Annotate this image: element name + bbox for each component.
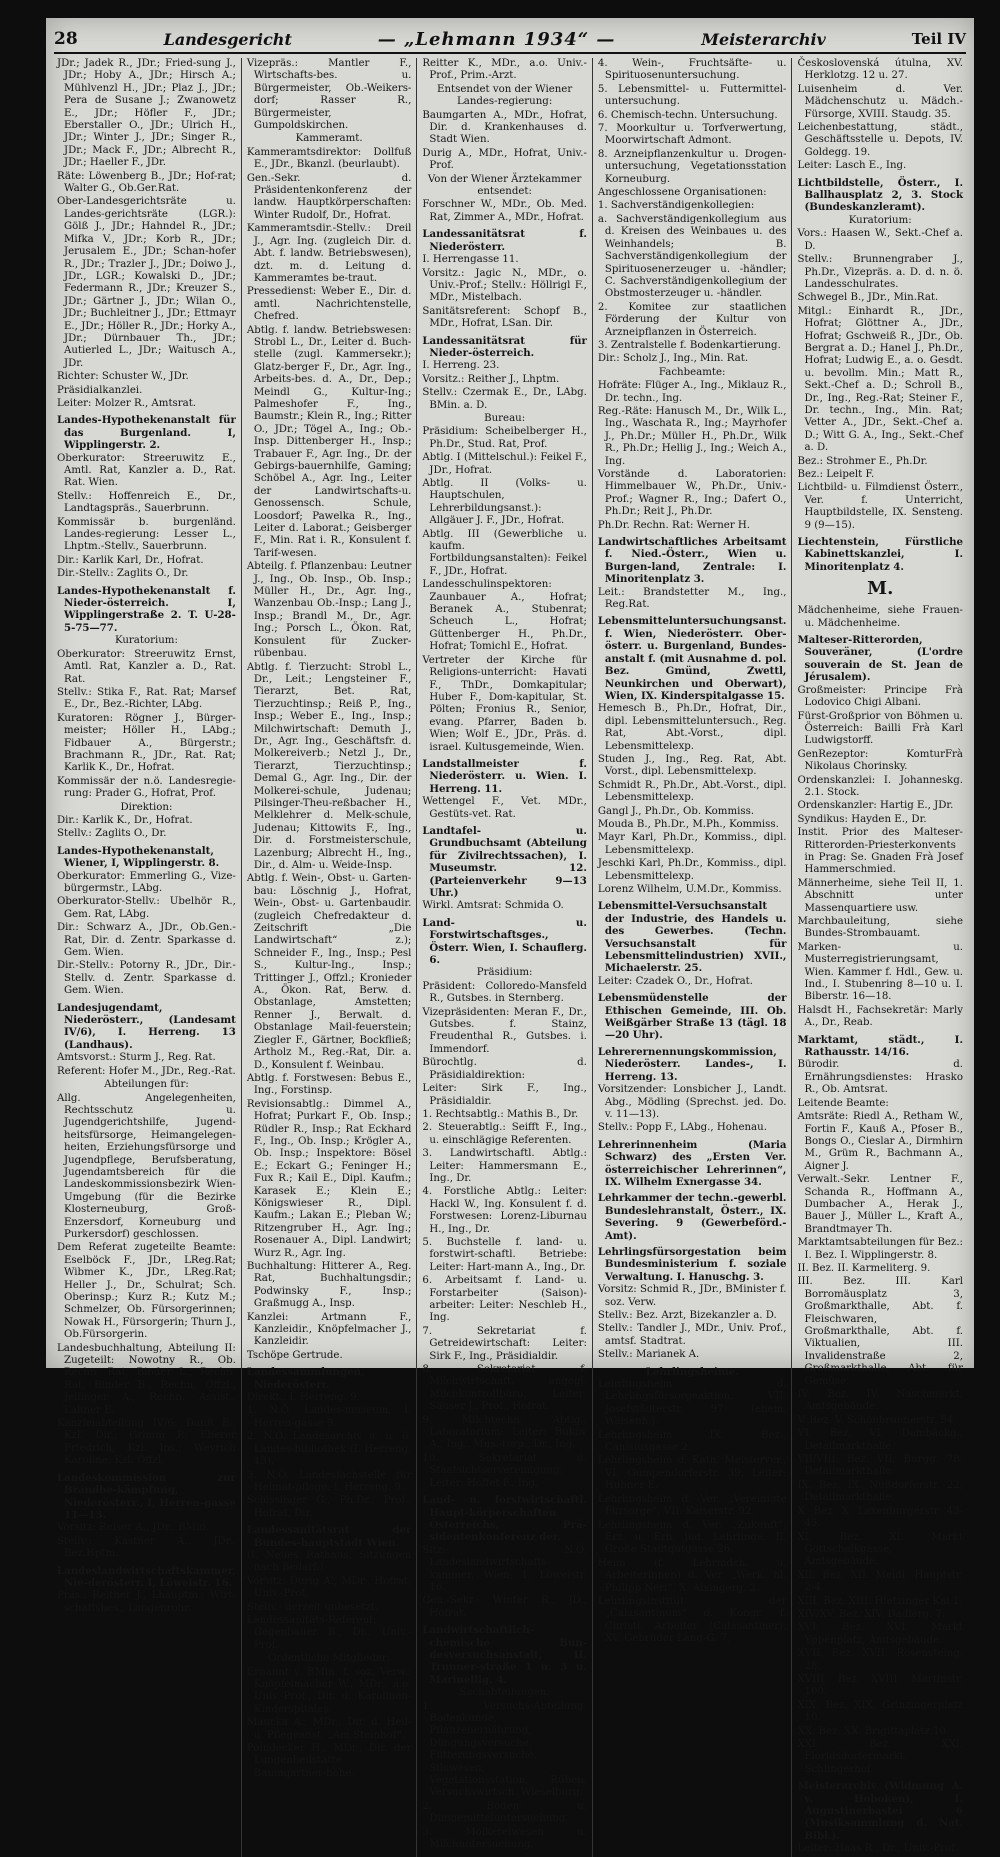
entry-text: Kuratoren: Rögner J., Bürger-meister; Höller H., LAbg.; Fidbauer A., Bürgerstr.; Brachmann R., JDr., Rat. Rat; Karlik K., Dr., Hofrat. (57, 712, 236, 774)
entry-text: Räte: Löwenberg B., JDr.; Hof-rat; Walter G., Ob.Ger.Rat. (57, 170, 236, 195)
entry-heading: Landwirtschaftliches Arbeitsamt f. Nied.-Österr., Wien u. Burgen-land, Zentrale: I. Minoritenplatz 3. (597, 536, 787, 586)
entry-text: Allg. Angelegenheiten, Rechtsschutz u. Jugendgerichtshilfe, Jugend-heitsfürsorge, Heimangelegen-heiten, Erziehungsfürsorge und Jugendpflege, Berufsberatung, Jugendamtsbereich für die Landeskommissionsbezirk Wien-Umgebung (für die Bezirke Klosterneuburg, Groß-Enzersdorf, Korneuburg und Purkersdorf) geschlossen. (57, 1092, 236, 1240)
entry-text: Abtlg. II (Volks- u. Hauptschulen, Lehrerbildungsanst.): Allgäuer J. F., JDr., Hofrat. (422, 478, 587, 527)
entry-text: Verwalt.-Sekr. Lentner F., Schanda R., Hoffmann A., Dumbacher A., Herak J., Bauer J., Müller L., Kraft A., Brandtmayer Th. (797, 1174, 963, 1235)
entry-heading: Landes-Hypothekenanstalt, Wiener, I, Wipplingerstr. 8. (57, 844, 220, 870)
entry-text: Leiter: Sirk F., Ing., Präsidialdir. (422, 1083, 587, 1107)
entry-text: Entsendet von der Wiener Landes-regierung: (437, 83, 573, 108)
page-header (54, 26, 966, 54)
entry-text: II. Bez. II. Karmeliterg. 9. (797, 1262, 931, 1274)
entry-heading: Meisterarchiv (Widmung A. v. Hoboken), I. Augustinerbastei 6 (Musiksammlung d. Nat. Bibl.). (797, 1780, 963, 1842)
entry-heading: Malteser-Ritterorden, Souveräner, (L'ordre souverain de St. Jean de Jérusalem). (797, 634, 963, 684)
entry-text: Stellv.: Zaglits O., Dr. (57, 828, 167, 840)
entry-text: XI. Bez. XI. Markt Gottschalkgasse, Amtsgebäude. (797, 1531, 963, 1568)
entry-text: VI. Bez. VI. Dambäckg., Detailmarkthalle. (797, 1428, 963, 1452)
entry-heading: Lebensmitteluntersuchungsanst. f. Wien, Niederösterr. Ober-österr. u. Burgenland, Bundes-anstalt f. (mit Ausnahme d. pol. Bez. Gmünd, Zwettl, Neunkirchen und Oberwart), Wien, IX. Kinderspitalgasse 15. (597, 615, 787, 702)
entry-text: Präs.: Reither J., Lhauptm., Wirt-schaftsbes., Langenrohr. (57, 1590, 236, 1614)
entry-text: Dir.-Stellv.: Potorny R., JDr., Dir.-Stellv. d. Zentr. Sparkasse d. Gem. Wien. (57, 960, 236, 997)
entry-text: Lorenz Wilhelm, U.M.Dr., Kommiss. (597, 884, 782, 895)
entry-heading: Landes-Hypothekenanstalt für das Burgenland. I, Wipplingerstr. 2. (57, 414, 236, 452)
entry-text: a. Sachverständigenkollegium aus d. Kreisen des Weinbaues u. des Weinhandels; B. Sachverständigenkollegium der Spirituosenerzeuger u. -händler; C. Sachverständigenkollegium der Obstmosterzeuger u. -händler. (597, 213, 787, 300)
entry-text: 2. Boden- u. Düngemitteluntersuchung. (422, 1800, 587, 1825)
entry-text: Referent: Hofer M., JDr., Reg.-Rat. (57, 1065, 236, 1077)
entry-text: Oberkurator-Stellv.: Ubelhör R., Gem. Rat, LAbg. (57, 896, 236, 920)
entry-text: I. Herreng. 23. (422, 360, 500, 372)
entry-text: Angeschlossene Organisationen: (597, 187, 767, 199)
entry-text: IX. Bez. IX. Nußdorferstr. 22, Detailmarkthalle. (797, 1479, 963, 1504)
entry-text: Fürst-Großprior von Böhmen u. Österreich: Bailli Frà Karl Ludwigstorff. (797, 710, 963, 747)
entry-heading: Lehrerinnenheim (Maria Schwarz) des „Ersten Ver. österreichischer Lehrerinnen“, IX. Wilhelm Exnergasse 34. (597, 1138, 787, 1188)
entry-text: XXI. Bez. XXI. Floridsdorfermarkt, Schlingerhof. (797, 1739, 963, 1775)
entry-text: Stellv.: Brunnengraber J., Ph.Dr., Vizepräs. a. D. d. n. ö. Landesschulrates. (797, 254, 963, 290)
entry-text: Hofräte: Flüger A., Ing., Miklauz R., Dr. techn., Ing. (597, 380, 787, 404)
entry-text: Gangl J., Ph.Dr., Ob. Kommiss. (597, 805, 755, 817)
entry-text: GenRezeptor: KomturFrà Nikolaus Chorinsky. (797, 748, 963, 773)
entry-text: Marchbauleitung, siehe Bundes-Strombauamt. (797, 916, 963, 940)
entry-text: Stellv.: Czermak E., Dr., LAbg. BMin. a. D. (422, 387, 587, 411)
entry-text: 5. Lebensmittel- u. Futtermittel-untersuchung. (597, 83, 787, 108)
text-columns (52, 58, 968, 1855)
entry-text: 1. Sachverständigenkollegien: (597, 200, 755, 212)
entry-heading: Landes-Hypothekenanstalt f. Nieder-österreich. I, Wipplingerstraße 2. T. U-28-5-75—77. (57, 584, 236, 634)
entry-text: Ordenskanzlei: I. Johanneskg. 2.1. Stock. (797, 774, 963, 798)
entry-text: Mädchenheime, siehe Frauen- u. Mädchenheime. (797, 605, 963, 629)
entry-heading: Lichtbildstelle, Österr., I. Ballhausplatz 2, 3. Stock (Bundeskanzleramt). (797, 176, 963, 214)
entry-text: Forschner W., MDr., Ob. Med. Rat, Zimmer A., MDr., Hofrat. (422, 199, 587, 223)
entry-heading: Landtafel- u. Grundbuchsamt (Abteilung für Zivilrechtssachen), I. Museumstr. 12. (Parteienverkehr 9—13 Uhr.) (422, 824, 587, 899)
entry-text: Instit. Prior des Malteser-Ritterorden-Priesterkonvents in Prag: Se. Gnaden Frà Josef Hammerschmied. (797, 827, 963, 876)
entry-text: Vorstände d. Laboratorien: Himmelbauer W., Ph.Dr., Univ.-Prof.; Wagner R., Ing.; Dafert O., Ph.Dr.; Reit J., Ph.Dr. (597, 469, 787, 518)
entry-text: 5. Buchstelle f. land- u. forstwirt-schaftl. Betriebe: Leiter: Hart-mann A., Ing., Dr. (422, 1236, 587, 1273)
entry-text: 4. Forstliche Abtlg.: Leiter: Hackl W., Ing. Konsulent f. d. Forstwesen: Lorenz-Liburnau H., Ing., Dr. (422, 1186, 587, 1235)
entry-text: Buchhaltung: Hitterer A., Reg. Rat, Buchhaltungsdir.; Podwinsky F., Insp.; Graßmugg A., Insp. (246, 1261, 412, 1310)
entry-text: X. Bez. X. Laxenburgerstr. 43-45. (797, 1505, 963, 1530)
entry-text: Präsident: Colloredo-Mansfeld R., Gutsbes. in Sternberg. (422, 980, 587, 1005)
entry-text: 8. Arzneipflanzenkultur u. Drogen-untersuchung, Vegetationsstation Korneuburg. (597, 148, 787, 185)
entry-text: XVIII. Bez. XVIII. Martinstr. 100. (797, 1673, 963, 1698)
entry-text: JDr.; Jadek R., JDr.; Fried-sung J., JDr.; Hoby A., JDr.; Hirsch A.; Mühlvenzl H., JDr.; Plaz J., JDr.; Pera de Susane J.; Zwanowetz E., JDr.; Höfler F., JDr.; Eberstaller O., JDr.; Ulrich H., JDr.; Winter J., JDr.; Singer R., JDr.; Mack F., JDr.; Albrecht R., JDr.; Haeller F., JDr. (57, 58, 236, 169)
entry-text: XVI. Bez. XVI. Markt Yppenplatz, Amtsgebäude. (797, 1622, 963, 1646)
entry-text: Ernannt v. BMin. f. soz. Verw.: Knöpfelmacher W., MDr., a.o. Univ.-Prof., Dir. d. Karolinen-Kinderspitales. (246, 1666, 412, 1715)
entry-text: I. Herrengasse 11. (422, 254, 519, 266)
entry-text: Schissinger G., Ph.Dr., Prof., Hofrat, Dir. (246, 1495, 412, 1519)
entry-heading: Lebensmittel-Versuchsanstalt der Industrie, des Handels u. des Gewerbes. (Techn. Versuchsanstalt für Lebensmittelindustrien) XVII., Michaelerstr. 25. (597, 900, 787, 975)
entry-text: Bez.: Leipelt F. (797, 469, 875, 480)
entry-text: Maucka A., MDr., Dir. d. Heil- u. Pflegeanst. „Am Steinhof“. (246, 1717, 412, 1741)
entry-heading: Land- u. forstwirtschaftl. Haupt-körperschaften Österreichs, Prä-sidentenkonferenz der. (422, 1494, 587, 1544)
entry-text: Stellv.: Stika F., Rat. Rat; Marsef E., Dr., Bez.-Richter, LAbg. (57, 686, 236, 711)
entry-text: Amtsräte: Riedl A., Retham W., Fortin F., Kauß A., Pfoser B., Bongs O., Cieslar A., Dirmhirn M., Grüm R., Bachmann A., Aigner J. (797, 1111, 963, 1172)
entry-text: Poindecker H., MDr., Dir. der Lungenheilstätte Baumgartner-höhe. (246, 1743, 412, 1779)
entry-text: Stellv.: derzeit unbesetzt. (246, 1601, 379, 1613)
entry-text: Schmidt R., Ph.Dr., Abt.-Vorst., dipl. Lebensmittelexp. (597, 779, 787, 804)
entry-text: Dir.: Scholz J., Ing., Min. Rat. (597, 353, 749, 365)
entry-heading: Land- u. Forstwirtschaftsges., Österr. Wien, I. Schauflerg. 6. (422, 916, 587, 967)
entry-text: Kanzleiabteilung IV/6: Dauß E., Kzl. Dir.; Grimm P., Eberer Friedrich, Kzl. Ins.; Weyrich Karoline, Kzl. Offzl. (57, 1418, 236, 1467)
entry-text: Sitz: N.Ö. Landeslandwirtschafts-kammer, Wien, I. Löwelstr. 16. (422, 1544, 587, 1593)
entry-text: Leiter: Lasch E., Ing. (797, 160, 907, 172)
entry-text: Kommissär b. burgenländ. Landes-regierung: Lesser L., Lhptm.-Stellv., Sauerbrunn. (57, 516, 236, 553)
entry-text: XIV/XV. Bez. XIV. Dadlerg. 7. (797, 1608, 946, 1620)
entry-text: Leit.: Brandstetter M., Ing., Reg.Rat. (597, 586, 787, 611)
header-right-title: Meisterarchiv (701, 29, 826, 49)
page-number: 28 (54, 29, 78, 49)
entry-text: 6. Arbeitsamt f. Land- u. Forstarbeiter (Saison)-arbeiter: Leiter: Neschleb H., Ing. (422, 1275, 587, 1324)
entry-text: Revisionsabtlg.: Dimmel A., Hofrat; Purkart F., Ob. Insp.; Rüdler R., Insp.; Rat Eckhard F., Ing., Ob. Insp.; Krögler A., Ob. Insp.; Inspektore: Bösel E.; Eckart G.; Feninger H.; Fux R.; Kail E., Dipl. Kaufm.; Karasek E.; Klein E.; Königswieser R., Dipl. Kaufm.; Lakan E.; Pleban W.; Ritzengruber H., Agr. Ing.; Rosenauer A., Dipl. Landwirt; Wurz R., Agr. Ing. (246, 1098, 412, 1259)
entry-text: Mouda B., Ph.Dr., M.Ph., Kommiss. (597, 818, 779, 830)
entry-text: Vorsitz: Schmid R., JDr., BMinister f. soz. Verw. (597, 1284, 787, 1308)
entry-text: Stellv.: Marianek A. (597, 1349, 700, 1361)
entry-text: Jeschki Karl, Ph.Dr., Kommiss., dipl. Lebensmittelexp. (597, 858, 787, 882)
entry-text: Wirkl. Amtsrat: Schmida O. (422, 900, 564, 912)
entry-text: Leitende Beamte: (797, 1097, 889, 1109)
entry-text: Abtlg. f. Tierzucht: Strobl L., Dr., Leit.; Lengsteiner F., Tierarzt, Bet. Rat, Tierzuchtinsp.; Reiß P., Ing., Insp.; Weber E., Ing., Insp.; Milchwirtschaft: Demuth J., Dr., Agr. Ing., Geschäftsfr. d. Molkereiverb.; Netzl J., Dr., Tierarzt, Tierzuchtinsp.; Demal G., Agr. Ing., Dir. der Molkerei-schule, Judenau; Pilsinger-Theu-reßbacher H., Melklehrer d. Melk-schule, Judenau; Kittowits F., Ing., Dir. d. Forstmeisterschule, Lazenburg; Albrecht H., Ing., Dir., d. Alm- u. Weide-Insp. (246, 661, 412, 871)
entry-text: Präsidialkanzlei. (57, 384, 143, 396)
column-3 (417, 58, 593, 1857)
entry-text: Großmeister: Principe Frà Lodovico Chigi Albani. (797, 684, 963, 709)
entry-text: Amtsvorst.: Sturm J., Reg. Rat. (57, 1052, 216, 1064)
entry-text: Direkt.: I. Herreng. 9. (246, 1392, 360, 1404)
entry-heading: Landessanitätsrat der Bundes-hauptstadt Wien. (246, 1524, 412, 1549)
entry-heading: Landessanitätsrat für Nieder-österreich. (422, 334, 587, 359)
entry-text: Stellv.: Bez. Arzt, Bizekanzler a. D. (597, 1310, 777, 1321)
entry-heading: Landeskommission zur Brandbe-kämpfung, Niederösterr., I, Herren-gasse 11—13. (57, 1471, 236, 1521)
entry-heading: Marktamt, städt., I. Rathausstr. 14/16. (797, 1033, 963, 1059)
entry-text: Dir.-Stellv.: Zaglits O., Dr. (57, 568, 189, 580)
entry-text: IV. Bez. IV. Naschmarkt, Amtsgebäude. (797, 1389, 963, 1413)
entry-text: 10. Sekretariat d. Staatsichtservereinigung: Leiter: Hoffet F., Ing. (422, 1452, 587, 1489)
entry-text: Präsidium: (476, 967, 533, 979)
entry-text: VII/VIII. Bez. VII. Burgg. 78, Detailmarkthalle. (797, 1454, 963, 1478)
entry-text: Vorsitz.: Reither J., Lhptm. (422, 373, 560, 385)
entry-text: Lichtbild- u. Filmdienst Österr., Ver. f. Unterricht, Hauptbildstelle, IX. Sensteng. 9 (9—15). (797, 482, 963, 531)
entry-text: Leiter: Haas R., Dr., Univ.-Prof. (797, 1843, 958, 1855)
entry-text: Männerheime, siehe Teil II, 1. Abschnitt unter Massenquartiere usw. (797, 877, 963, 914)
entry-text: Marktamtsabteilungen für Bez.: I. Bez. I. Wipplingerstr. 8. (797, 1237, 963, 1261)
entry-text: XII. Bez. XII. Meidl. Hauptstr. 2-4. (797, 1569, 963, 1594)
entry-text: Kuratorium: (114, 635, 178, 647)
entry-text: Kammeramtsdirektor: Dollfuß E., JDr., Bkanzl. (beurlaubt). (246, 146, 412, 171)
entry-text: 7. Moorkultur u. Torfverwertung, Moorwirtschaft Admont. (597, 123, 787, 147)
entry-text: Durig A., MDr., Hofrat, Univ.-Prof. (422, 147, 587, 172)
entry-text: Ober-Landesgerichtsräte u. Landes-gerichtsräte (LGR.): Gölß J., JDr.; Hahndel R., JDr.; Mifka V., JDr.; Korb R., JDr.; Jerusalem E., JDr.; Schan-hofer R., JDr.; Trazler J., JDr.; Doiwo J., JDr., LGR.; Kowalski D., JDr.; Federmann R., JDr.; Kreuzer S., JDr.; Gärtner J., JDr.; Wilan O., JDr.; Buchleitner J., JDr.; Ettmayr E., JDr.; Höller R., JDr.; Horky A., JDr.; Dürnbauer Th., JDr.; Autierled L., JDr.; Waitusch A., JDr. (57, 196, 236, 369)
entry-text: 3. Zentralstelle f. Bodenkartierung. (597, 339, 781, 351)
entry-text: Marken- u. Musterregistrierungsamt, Wien. Kammer f. Hdl., Gew. u. Ind., I. Stubenring 8—10 u. I. Biberstr. 16—18. (797, 941, 963, 1003)
entry-heading: Lehrkammer der techn.-gewerbl. Bundeslehranstalt, Österr., IX. Severing. 9 (Gewerbeförd.-Amt). (597, 1192, 787, 1242)
column-1 (52, 58, 242, 1857)
entry-text: Lehrlingsheim d. Ver. „Vereinigte Fürsorge“, VII. Kaiserstr. 92. (597, 1493, 787, 1518)
entry-heading: Landeslandwirtschaftskammer, Nie-derösterr. I, Löwelstr. 16. (57, 1564, 236, 1589)
entry-text: Baumgarten A., MDr., Hofrat, Dir. d. Krankenhauses d. Stadt Wien. (422, 109, 587, 146)
entry-text: III. Bez. III. Karl Borromäusplatz 3, Großmarkthalle, Abt. f. Fleischwaren, Großmarkthalle, Abt. f. Viktualien, III. Invalidenstraße 2, Großmarkthalle, Abt. für Gemüse. (797, 1276, 963, 1387)
column-4 (593, 58, 793, 1857)
entry-heading: Liechtenstein, Fürstliche Kabinettskanzlei, I. Minoritenplatz 4. (797, 536, 963, 573)
entry-text: Abtlg. f. Forstwesen: Bebus E., Ing., Forstinsp. (246, 1072, 412, 1097)
entry-text: Hemesch B., Ph.Dr., Hofrat, Dir., dipl. Lebensmitteluntersuch., Reg. Rat, Abt.-Vorst., dipl. Lebensmittelexp. (597, 703, 787, 752)
entry-heading: Lehrlingsheime. (645, 1365, 739, 1378)
entry-text: Kuratorium: (848, 214, 912, 226)
column-2 (242, 58, 418, 1857)
entry-heading: Landesjugendamt, Niederösterr., (Landesamt IV/6), I. Herreng. 13 (Landhaus). (57, 1001, 236, 1051)
entry-text: (I. Neues Rathaus, Sitzungen nach Bedarf.) (246, 1549, 412, 1574)
entry-text: Mitgl.: Einhardt R., JDr., Hofrat; Glöttner A., JDr., Hofrat; Gschweiß R., JDr., Ob. Bergrat a. D.; Hanel J., Ph.Dr., Hofrat; Ludwig E., a. o. Gesdt. u. bevollm. Min.; Matt R., Sekt.-Chef a. D.; Schroll B., Dr., Ing., Reg.-Rat; Steiner F., Dr. techn., Ing., Min. Rat; Vetter A., JDr., Sekt.-Chef a. D.; Witt G. A., Ing., Sekt.-Chef a. D. (797, 305, 963, 454)
entry-text: Von der Wiener Ärztekammer entsendet: (427, 173, 582, 198)
entry-text: Vors.: Haasen W., Sekt.-Chef a. D. (797, 228, 963, 252)
entry-text: Kammeramtsdir.-Stellv.: Dreil J., Agr. Ing. (zugleich Dir. d. Abt. f. landw. Betriebswesen), dzt. m. d. Leitung d. Kammeramtes be-traut. (246, 223, 412, 284)
entry-text: XX. Bez. XX. Brigittaplatz 10. (797, 1725, 950, 1737)
entry-text: Tschöpe Gertrude. (246, 1349, 343, 1361)
header-center-title: — „Lehmann 1934“ — (377, 28, 616, 50)
entry-text: M. (867, 578, 894, 600)
entry-text: Landesbuchhaltung, Abteilung II: Zugeteilt: Nowotny R., Ob. Rechn. Rat, Binder L., Rechn. Rat, Binder B., Rechn. Offzl., Jellinger A., Rechn. Assist., Lahner E. (57, 1342, 236, 1416)
entry-text: Pressedienst: Weber E., Dir. d. amtl. Nachrichtenstelle, Chefred. (246, 286, 412, 323)
entry-text: Abteilg. f. Pflanzenbau: Leutner J., Ing., Ob. Insp., Ob. Insp.; Müller H., Dr., Agr. Ing., Wanzenbau Ob.-Insp.; Lang J., Insp.; Brandl M., Dr., Agr. Ing.; Porsch L., Ökon. Rat, Konsulent für Zucker-rübenbau. (246, 561, 412, 660)
entry-text: Bürodir. d. Ernährungsdienstes: Hrasko R., Ob. Amtsrat. (797, 1059, 963, 1096)
entry-text: Stellv.: Popp F., LAbg., Hohenau. (597, 1122, 767, 1134)
entry-text: Fachbeamte: (658, 366, 726, 378)
entry-text: Sachabteilungen: (459, 1687, 550, 1699)
entry-text: Landessanitäts-Referent: Gegenbauer B., Dr., Univ.-Prof. (246, 1614, 412, 1651)
entry-text: Stellv.: Kastner A., JDr., Bez.Hptm. (57, 1535, 236, 1560)
entry-heading: Landwirtschaftlich-chemische Bun-desversuchsanstalt, II. Trunner-straße 1 u. 3 u. Marinellig. 4. (422, 1624, 587, 1686)
entry-text: Dem Referat zugeteilte Beamte: Eselböck F., JDr., LReg.Rat; Wibmer K., JDr., LReg.Rat; Heller J., Dr., Schulrat; Sch. Oberinsp.; Kurz R.; Kutz M.; Schmelzer, Ob. Fürsorgerinnen; Nowak H., Fürsorgerin; Thurn J., Ob.Fürsorgerin. (57, 1242, 236, 1341)
entry-text: Stellv.: Hoffenreich E., Dr., Landtagspräs., Sauerbrunn. (57, 490, 236, 515)
entry-text: Lehrlingsheim d. Lehrlingsfürsorgeaktion, VII. Josefstädterstr. 97 (ehem. Waisenh.). (597, 1379, 787, 1428)
entry-text: Kammeramt. (295, 133, 363, 145)
entry-text: Richter: Schuster W., JDr. (57, 371, 189, 383)
entry-text: Oberkurator: Streeruwitz Ernst, Amtl. Rat, Kanzler a. D., Rat. Rat. (57, 648, 236, 685)
entry-heading: Lehrlingsfürsorgestation beim Bundesministerium f. soziale Verwaltung. I. Hanuschg. 3. (597, 1245, 787, 1283)
entry-text: Vizepräsidenten: Meran F., Dr., Gutsbes. f. Stainz, Freudenthal R., Gutsbes. i. Immendorf. (422, 1006, 587, 1055)
entry-text: Kommissär der n.ö. Landesregie-rung: Prader G., Hofrat, Prof. (57, 775, 236, 800)
entry-text: 6. Chemisch-techn. Untersuchung. (597, 109, 778, 121)
entry-text: Lehrlingsheim d. Ver. „Zukunft“, Erz. u. Erh. jüd. Lehrlinge, II. Große Stadtgutgasse 26. (597, 1519, 787, 1556)
entry-heading: Lebensmüdenstelle der Ethischen Gemeinde, III. Ob. Weißgärber Straße 13 (tägl. 18—20 Uhr). (597, 992, 787, 1042)
entry-text: Abtlg. III (Gewerbliche u. kaufm. Fortbildungsanstalten): Feikel F., JDr., Hofrat. (422, 528, 587, 577)
entry-text: Leiter: Molzer R., Amtsrat. (57, 397, 197, 409)
entry-text: Ordenskanzler: Hartig E., JDr. (797, 800, 954, 812)
entry-text: 1. Rechtsabtlg.: Mathis B., Dr. (422, 1108, 579, 1120)
entry-heading: Landessanitätsrat f. Niederösterr. (422, 228, 587, 253)
entry-text: Lehrlingsheim d. Kath. Meisterver., VI. Gumpendorferstr. 39, Leiter: Hubner E. (597, 1455, 787, 1492)
entry-text: XIII. Bez. XIII. Hietzinger Kai 1. (797, 1595, 963, 1607)
entry-text: Oberkurator: Emmerling G., Vize-bürgermstr., LAbg. (57, 870, 236, 894)
entry-text: Landesschulinspektoren: Zaunbauer A., Hofrat; Beranek A., Stubenrat; Scheuch L., Hofrat; Güttenberger H., Ph.Dr., Hofrat; Tomichl E., Hofrat. (422, 579, 587, 653)
entry-text: XIX. Bez. XIX. Grinzingerplatz 10. (797, 1699, 963, 1724)
entry-text: 8. Sekretariat f. Milchwirtschaft, angegl. Milchkontrollbüro. Leiter: Säuser J., Prof., Hofrat. (422, 1364, 587, 1413)
entry-text: Ph.Dr. Rechn. Rat: Werner H. (597, 519, 751, 531)
entry-text: Mayr Karl, Ph.Dr., Kommiss., dipl. Lebensmittelexp. (597, 832, 787, 856)
entry-text: Wettengel F., Vet. MDr., Gestüts-vet. Rat. (422, 796, 587, 820)
entry-text: Vorsitz: Reiser A., JDr., BMin. (57, 1522, 210, 1534)
entry-text: Sanitätsreferent: Schopf B., MDr., Hofrat, LSan. Dir. (422, 305, 587, 330)
entry-text: Lehrlingsheim IX. Bez., Canisiusgasse 2. (597, 1429, 787, 1454)
entry-text: Studen J., Ing., Reg. Rat, Abt. Vorst., dipl. Lebensmittelexp. (597, 753, 787, 778)
entry-text: Dir.: Karlik K., Dr., Hofrat. (57, 814, 193, 826)
entry-text: Reitter K., MDr., a.o. Univ.-Prof., Prim.-Arzt. (422, 58, 587, 82)
entry-text: Gen.-Sekr. d. Präsidentenkonferenz der landw. Hauptkörperschaften: Winter Rudolf, Dr., Hofrat. (246, 172, 412, 221)
entry-text: Schwegel B., JDr., Min.Rat. (797, 292, 939, 304)
entry-text: Vorsitz.: Jagic N., MDr., o. Univ.-Prof.; Stellv.: Höllrigl F., MDr., Mistelbach. (422, 267, 587, 304)
entry-text: Stellv.: Tandler J., MDr., Univ. Prof., amtsf. Stadtrat. (597, 1323, 787, 1347)
entry-text: V. Bez. V. Schönbrunnerstr. 54. (797, 1414, 957, 1426)
entry-text: Bureau: (484, 412, 526, 424)
entry-text: Vorsitz: Durig A., MDr., Hofrat, Univ.-Prof. (246, 1575, 412, 1600)
entry-text: 9. Milchtechn. Abtlg., Laboratorium: Leiter: Bukov A., Ing., Mus.-torp., Dr., Ing. (422, 1414, 587, 1451)
entry-text: Československá útulna, XV. Herklotzg. 12 u. 27. (797, 58, 963, 82)
entry-text: Heim (f. Lehrmdch. u. Arbeiterinnen) d. Ver. „Werk. hl. Philipp Neri“, X. Alxingerg. 2. (597, 1557, 787, 1594)
entry-text: Luisenheim d. Ver. Mädchenschutz u. Mädch.-Fürsorge, XVIII. Staudg. 35. (797, 83, 963, 120)
entry-text: Vertreter der Kirche für Religions-unterricht: Havati F., ThDr., Domkapitular; Huber F., Dom-kapitular, St. Pölten; Fronius R., Senior, evang. Pfarrer, Baden b. Wien; Wolf E., JDr., Präs. d. israel. Kultusgemeinde, Wien. (422, 654, 587, 753)
entry-text: Gen.-Sekr.: Winter R., JD., Hofrat. (422, 1595, 587, 1619)
entry-text: Präsidium: Scheibelberger H., Ph.Dr., Stud. Rat, Prof. (422, 426, 587, 450)
entry-text: Lehrlingsinstitut der „Calasantinum“ d. Kongr. f. Christl. Arbeiter (Calasantiner), XV. Gebrüder Lang-G. 7. (597, 1595, 787, 1645)
entry-heading: Landessammlungen, Niederösterr. (246, 1366, 365, 1391)
entry-heading: Lehrerernennungskommission, Niederösterr. Landes-, I. Herreng. 13. (597, 1045, 787, 1083)
entry-text: 1. Versuchs-Abteilung: Bodenkunde, Pflanzenernährung, Düngungsversuche, Fütterungsversuche, Silowesen, Vegetationsstation, Rüben, Versuchswirtsch. Wieselburg. (422, 1700, 587, 1799)
header-left-title: Landesgericht (163, 29, 292, 49)
entry-text: 4. Wein-, Fruchtsäfte- u. Spirituosenuntersuchung. (597, 58, 787, 82)
entry-text: Oberkurator: Streeruwitz E., Amtl. Rat, Kanzler a. D., Rat. Rat. Wien. (57, 452, 236, 489)
entry-text: Leiter: Czadek O., Dr., Hofrat. (597, 975, 753, 987)
entry-text: Abtlg. f. landw. Betriebswesen: Strobl L., Dr., Leiter d. Buch-stelle (zugl. Kammersekr.); Glatz-berger F., Dr., Agr. Ing., Arbeits-bes. d. A., Dr., Dep.; Meindl G., Kultur-Ing.; Palmeshofer F., Ing., Baumstr.; Klein R., Ing.; Ritter O., JDr.; Tögel A., Ing.; Ob.-Insp. Dittenberger H., Insp.; Trabauer F., Agr. Ing., Dr. der Gebirgs-bauernhilfe, Gaming; Schöbel A., Agr. Ing., Leiter der Landwirtschafts-u. Genossensch. Schule, Loosdorf; Pawelka R., Ing., Leiter d. Laborat.; Geisberger F., Min. Rat i. R., Konsulent f. Tarif-wesen. (246, 324, 412, 559)
entry-text: 2. Komitee zur staatlichen Förderung der Kultur von Arzneipflanzen in Österreich. (597, 301, 787, 338)
entry-text: 2. N.Ö. Landesarchiv u. n. ö. Landes-bibliothek (I. Herreng. 13). (246, 1431, 412, 1468)
entry-text: Direktion: (120, 801, 173, 813)
entry-text: 7. Sekretariat f. Getreidewirtschaft: Leiter: Sirk F., Ing., Präsidialdir. (422, 1325, 587, 1362)
entry-text: Halsdt H., Fachsekretär: Marly A., Dr., Reab. (797, 1004, 963, 1029)
entry-heading: Landstallmeister f. Niederösterr. u. Wien. I. Herreng. 11. (422, 757, 587, 795)
entry-text: Vizepräs.: Mantler F., Wirtschafts-bes. u. Bürgermeister, Ob.-Weikers-dorf; Rasser R., Bürgermeister, Gumpoldskirchen. (246, 58, 412, 132)
entry-text: 3. N.Ö. Landesfachstelle für Heimat-pflege, I. Herreng. 9. (246, 1469, 412, 1493)
entry-text: Bez.: Strohmer E., Ph.Dr. (797, 455, 928, 467)
entry-text: 3. Molkereiwesen u. Milchuntersuchung. (422, 1826, 587, 1851)
entry-text: Abtlg. f. Wein-, Obst- u. Garten-bau: Löschnig J., Hofrat, Wein-, Obst- u. Gartenbaudir. (zugleich Chefredakteur d. Zeitschrift „Die Landwirtschaft“ z.); Schneider F., Ing., Insp.; Pesl S., Kultur-Ing., Insp.; Trittinger J., Offzl.; Kronieder A., Ökon. Rat, Berw. d. Obstanlage, Amstetten; Renner J., Berwalt. d. Obstanlage Mail-feuerstein; Ziegler F., Gärtner, Bockfließ; Artholz M., Reg.-Rat, Dir. a. D., Konsulent f. Weinbau. (246, 873, 412, 1071)
entry-text: Syndikus: Hayden E., Dr. (797, 813, 927, 825)
entry-text: 2. Steuerabtlg.: Seifft F., Ing., u. einschlägige Referenten. (422, 1122, 587, 1146)
entry-text: Abteilungen für: (104, 1079, 189, 1091)
entry-text: XVII. Bez. XVII. Rosensteing. 28. (797, 1648, 963, 1672)
entry-text: Abtlg. I (Mittelschul.): Feikel F., JDr., Hofrat. (422, 452, 587, 476)
column-5 (792, 58, 968, 1857)
entry-text: Reg.-Räte: Hanusch M., Dr., Wilk L., Ing., Waschata R., Ing.; Mayrhofer J., Ph.Dr.; Müller H., Ph.Dr., Wilk R., Ph.Dr.; Hellig J., Ing.; Weich A., Ing. (597, 405, 787, 467)
entry-text: Vorsitzender: Lonsbicher J., Landt. Abg., Mödling (Sprechst. jed. Do. v. 11—13). (597, 1084, 787, 1120)
entry-text: Leichenbestattung, städt., Geschäftsstelle u. Depots, IV. Goldegg. 19. (797, 122, 963, 158)
entry-text: Dir.: Schwarz A., JDr., Ob.Gen.-Rat, Dir. d. Zentr. Sparkasse d. Gem. Wien. (57, 922, 236, 959)
entry-text: 3. Landwirtschaftl. Abtlg.: Leiter: Hammersmann E., Ing., Dr. (422, 1148, 587, 1184)
entry-text: 1. N.Ö. Landes-museum, I. Herren-gasse 9. (246, 1405, 412, 1429)
header-part-label: Teil IV (911, 30, 966, 48)
entry-text: Ordentliche Mitglieder: (268, 1653, 391, 1665)
directory-page (46, 18, 974, 1855)
entry-text: Dir.: Karlik Karl, Dr., Hofrat. (57, 554, 204, 566)
entry-text: Bürochtlg. d. Präsidialdirektion: (422, 1057, 587, 1081)
entry-text: Kanzlei: Artmann F., Kanzleidir., Knöpfelmacher J., Kanzleidir. (246, 1311, 412, 1348)
